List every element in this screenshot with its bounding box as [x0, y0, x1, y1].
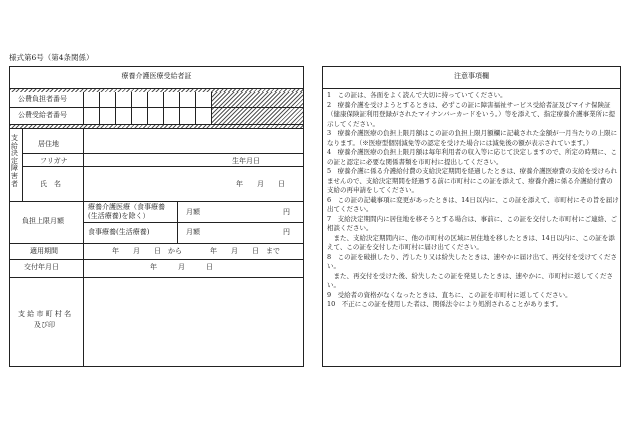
note-item-2: 2 療養介護を受けようとするときは、必ずこの証に障害福祉サービス受給者証及びマイナ保険証（健康保険証利用登録がされたマイナンバーカードをいう。）等を添えて、指定療養介護事業所に提示してください。 [327, 100, 616, 128]
limit-food-label: 食事療養(生活療養) [88, 228, 150, 236]
note-item-1: 1 この証は、各面をよく読んで大切に持っていてください。 [327, 91, 507, 99]
note-item-7-cont: また、支給決定期間内に、他の市町村の区域に居住地を移したときは、14日以内に、この証を添えて、この証を交付した市町村に届け出てください。 [327, 233, 615, 251]
note-item-9: 9 受給者の資格がなくなったときは、直ちに、この証を市町村に返してください。 [327, 290, 572, 299]
limit-medical-yen: 円 [283, 208, 290, 216]
certificate-title: 療養介護医療受給者証 [121, 72, 192, 80]
limit-medical-monthly-label: 月額 [186, 208, 200, 216]
period-value: 年 月 日 から 年 月 日 まで [112, 247, 280, 255]
address-label: 居住地 [38, 140, 59, 148]
limit-label: 負担上限月額 [22, 217, 64, 225]
note-item-7: 7 支給決定期間内に居住地を移そうとする場合は、事前に、この証を交付した市町村にご連絡、ご相談ください。 [327, 214, 618, 232]
notes-list [327, 91, 619, 310]
note-item-3: 3 療養介護医療の負担上限月額はこの証の負担上限月額欄に記載された金額が一月当たりの上限になります。（※医療型個別減免等の認定を受けた場合には減免後の額が表示されています。） [327, 129, 618, 147]
municipality-label-line2: 及び印 [34, 321, 55, 329]
note-item-5: 5 療養介護に係る介護給付費の支給決定期間を経過したときは、療養介護医療費の支給を受けられませんので、支給決定期間を経過する前に市町村にこの証を添えて、療養介護に係る介護給付費の支給の再申請をしてください。 [327, 167, 618, 194]
limit-medical-label: 療養介護医療（食事療養(生活療養)を除く） [88, 203, 165, 220]
number-hatch-area [212, 92, 303, 124]
note-item-8-cont: また、再交付を受けた後、紛失したこの証を発見したときは、速やかに、市町村に返してください。 [327, 271, 613, 289]
note-item-6: 6 この証の記載事項に変更があったときは、14日以内に、この証を添えて、市町村にその旨を届け出てください。 [327, 195, 619, 213]
municipality-label-line1: 支 給 市 町 村 名 [18, 310, 72, 318]
note-item-10: 10 不正にこの証を使用した者は、関係法令により処罰されることがあります。 [327, 300, 563, 308]
public-payer-number-label: 公費負担者番号 [18, 95, 67, 103]
period-label: 適用期間 [30, 247, 58, 255]
notes-title: 注意事項欄 [454, 72, 489, 80]
limit-food-monthly-label: 月額 [186, 228, 200, 236]
form-number: 様式第6号（第4条関係） [9, 53, 94, 62]
issue-date-label: 交付年月日 [24, 263, 59, 271]
note-item-8: 8 この証を破損したり、汚したり又は紛失したときは、速やかに届け出て、再交付を受けてください。 [327, 252, 618, 270]
limit-food-yen: 円 [283, 228, 290, 236]
public-recipient-number-label: 公費受給者番号 [18, 111, 67, 119]
note-item-4: 4 療養介護医療の負担上限月額は毎年利用者の収入等に応じて決定しますので、所定の時期に、この証と認定に必要な関係書類を市町村に提出してください。 [327, 148, 618, 166]
decided-person-label: 支給決定障害者 [11, 134, 18, 188]
name-label: 氏 名 [40, 180, 61, 188]
issue-date-value: 年 月 日 [150, 263, 213, 271]
birth-date-label: 生年月日 [232, 157, 260, 165]
birth-date-value: 年 月 日 [236, 180, 285, 188]
furigana-label: フリガナ [40, 157, 68, 165]
